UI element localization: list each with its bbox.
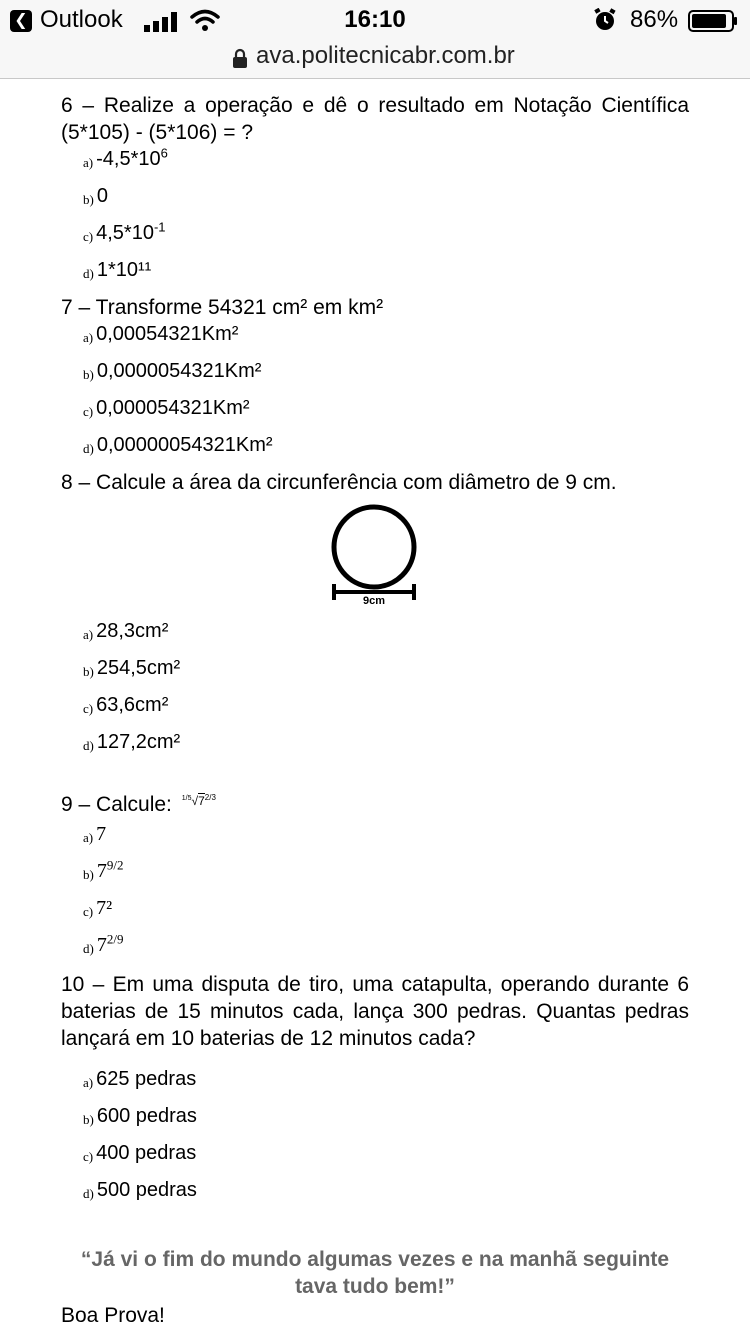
option[interactable] [83, 395, 689, 432]
closing-text: Boa Prova! [61, 1304, 165, 1327]
option-text: 625 pedras [96, 1068, 197, 1090]
option-letter: a) [83, 1075, 94, 1090]
option[interactable] [83, 257, 689, 294]
option-text: 0,0000054321Km² [96, 360, 262, 382]
root-exponent: 2/3 [204, 793, 216, 802]
question-9-text: 9 – Calcule: [61, 793, 172, 816]
url-bar[interactable] [0, 40, 750, 79]
option-text: 500 pedras [96, 1179, 197, 1201]
question-7-options [61, 321, 689, 469]
url-text[interactable]: ava.politecnicabr.com.br [256, 42, 515, 69]
battery-icon [688, 10, 738, 32]
option-text: 63,6cm² [96, 694, 169, 716]
option-exponent: 9/2 [106, 857, 124, 873]
option[interactable] [83, 692, 689, 729]
option-letter: d) [83, 941, 94, 956]
option-letter: c) [83, 701, 94, 716]
option[interactable] [83, 729, 689, 766]
option-letter: b) [83, 192, 94, 207]
option-text: 0 [96, 185, 108, 207]
status-bar [0, 0, 750, 40]
option-text: 28,3cm² [96, 620, 169, 642]
option-exponent: 6 [160, 145, 168, 161]
option-letter: c) [83, 1149, 94, 1164]
question-7: 7 – Transforme 54321 cm² em km² [61, 296, 384, 319]
option[interactable] [83, 1103, 689, 1140]
option[interactable] [83, 1066, 689, 1103]
option[interactable] [83, 895, 689, 932]
option-letter: c) [83, 904, 94, 919]
option-letter: d) [83, 441, 94, 456]
option-letter: d) [83, 266, 94, 281]
motivational-quote: “Já vi o fim do mundo algumas vezes e na manhã seguinte tava tudo bem!” [80, 1248, 670, 1298]
option-text: 600 pedras [96, 1105, 197, 1127]
question-6-options [61, 146, 689, 294]
option[interactable] [83, 821, 689, 858]
option-text: 127,2cm² [96, 731, 181, 753]
question-8: 8 – Calcule a área da circunferência com diâmetro de 9 cm. [61, 471, 617, 494]
option-text: -4,5*10 [96, 148, 161, 170]
alarm-icon [593, 8, 617, 32]
question-8-options [61, 618, 689, 766]
option[interactable] [83, 1177, 689, 1214]
option-letter: d) [83, 1186, 94, 1201]
option-text: 7 [96, 823, 107, 845]
option-text: 254,5cm² [96, 657, 181, 679]
option[interactable] [83, 618, 689, 655]
clock-time: 16:10 [344, 6, 406, 33]
option-letter: a) [83, 155, 94, 170]
lock-icon [232, 48, 248, 68]
question-10-options [61, 1066, 689, 1214]
option-letter: b) [83, 367, 94, 382]
option-exponent: -1 [153, 219, 166, 235]
option-text: 7 [96, 934, 107, 956]
option-letter: d) [83, 738, 94, 753]
option[interactable] [83, 220, 689, 257]
root-radicand: 7 [198, 794, 205, 808]
root-formula: $^{1/5}√7^{2/3}$ [181, 793, 216, 808]
option-letter: a) [83, 627, 94, 642]
option[interactable] [83, 655, 689, 692]
question-9 [61, 790, 689, 821]
option-exponent: 2/9 [106, 931, 124, 947]
option[interactable] [83, 146, 689, 183]
option-text: 7 [96, 860, 107, 882]
option-letter: c) [83, 404, 94, 419]
battery-percentage: 86% [630, 6, 679, 33]
option-text: 0,00054321Km² [96, 323, 239, 345]
question-9-options [61, 821, 689, 969]
option[interactable] [83, 932, 689, 969]
option-letter: b) [83, 1112, 94, 1127]
back-to-app-link[interactable]: Outlook [40, 6, 123, 33]
exam-content [61, 92, 689, 1328]
option-letter: a) [83, 830, 94, 845]
option-text: 0,00000054321Km² [96, 434, 273, 456]
option-text: 0,000054321Km² [96, 397, 250, 419]
option[interactable] [83, 432, 689, 469]
question-6: 6 – Realize a operação e dê o resultado em Notação Científica (5*105) - (5*106) = ? [61, 94, 689, 144]
option[interactable] [83, 858, 689, 895]
option[interactable] [83, 358, 689, 395]
option-text: 7² [96, 897, 113, 919]
back-arrow-icon[interactable]: ❮ [10, 10, 32, 32]
option[interactable] [83, 1140, 689, 1177]
option[interactable] [83, 321, 689, 358]
option-letter: b) [83, 867, 94, 882]
option-text: 1*10¹¹ [96, 259, 152, 281]
question-10: 10 – Em uma disputa de tiro, uma catapulta, operando durante 6 baterias de 15 minutos cada, lança 300 pedras. Quantas pedras lançará em 10 baterias de 12 minutos cada? [61, 973, 689, 1050]
option-letter: b) [83, 664, 94, 679]
diameter-label: 9cm [362, 595, 386, 604]
option-letter: a) [83, 330, 94, 345]
circle-diagram [61, 504, 689, 612]
root-index: 1/5 [181, 795, 192, 802]
circle-diameter-figure [328, 504, 418, 604]
option-text: 400 pedras [96, 1142, 197, 1164]
option[interactable] [83, 183, 689, 220]
option-text: 4,5*10 [96, 222, 154, 244]
option-letter: c) [83, 229, 94, 244]
